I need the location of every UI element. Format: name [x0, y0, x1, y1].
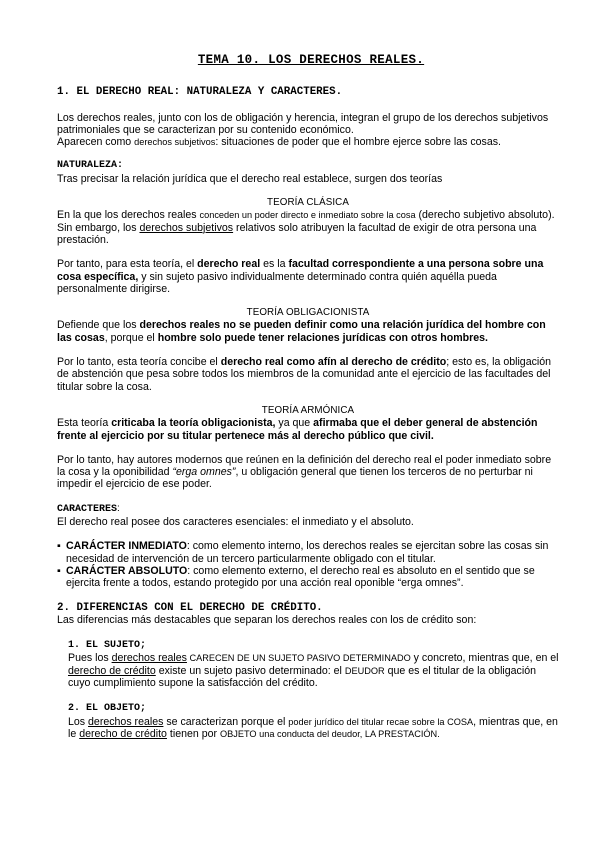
- clasica-paragraph-2: Por tanto, para esta teoría, el derecho real es la facultad correspondiente a una persona sobre una cosa específica, y sin sujeto pasivo individualmente determinado contra quién aquélla pueda personalmente dirigirse.: [57, 258, 544, 295]
- teoria-obligacionista-heading: TEORÍA OBLIGACIONISTA: [246, 307, 370, 319]
- page-title: TEMA 10. LOS DERECHOS REALES.: [197, 53, 425, 67]
- obligacionista-paragraph-2: Por lo tanto, esta teoría concibe el derecho real como afín al derecho de crédito; esto es, la obligación de abstención que pesa sobre todos los miembros de la comunidad ante el ejercicio de las facultades del titular sobre la cosa.: [57, 356, 552, 393]
- sujeto-heading: 1. EL SUJETO;: [68, 640, 147, 652]
- list-item: ▪ CARÁCTER ABSOLUTO: como elemento externo, el derecho real es absoluto en el sentido que se ejercita frente a todos, estando protegido por una acción real oponible “erga omnes”.: [57, 564, 535, 590]
- obligacionista-paragraph-1: Defiende que los derechos reales no se pueden definir como una relación jurídica del hombre con las cosas, porque el hombre solo puede tener relaciones jurídicas con otros hombres.: [57, 319, 546, 344]
- section-1-heading: 1. EL DERECHO REAL: NATURALEZA Y CARACTERES.: [57, 86, 343, 99]
- naturaleza-heading: NATURALEZA:: [57, 160, 124, 172]
- s2-intro: Las diferencias más destacables que separan los derechos reales con los de crédito son:: [57, 613, 477, 626]
- caracteres-heading: CARACTERES:: [57, 502, 120, 515]
- naturaleza-text: Tras precisar la relación jurídica que el derecho real establece, surgen dos teorías: [57, 172, 443, 185]
- section-2-heading: 2. DIFERENCIAS CON EL DERECHO DE CRÉDITO.: [57, 601, 323, 614]
- objeto-block: [57, 703, 559, 740]
- sujeto-text: Pues los derechos reales CARECEN DE UN SUJETO PASIVO DETERMINADO y concreto, mientras que, en el derecho de crédito existe un sujeto pasivo determinado: el DEUDOR que es el titular de la obligación cuyo cumplimiento supone la satisfacción del crédito.: [68, 652, 559, 689]
- armonica-paragraph-1: Esta teoría criticaba la teoría obligacionista, ya que afirmaba que el deber general de abstención frente al ejercicio por su titular pertenece más al derecho público que civil.: [57, 417, 538, 442]
- s1-intro-1: Los derechos reales, junto con los de obligación y herencia, integran el grupo de los derechos subjetivos patrimoniales que se caracterizan por su contenido económico.: [57, 111, 549, 136]
- sujeto-block: [57, 640, 559, 689]
- caracteres-text: El derecho real posee dos caracteres esenciales: el inmediato y el absoluto.: [57, 516, 414, 529]
- objeto-heading: 2. EL OBJETO;: [68, 703, 147, 715]
- s1-intro-2: Aparecen como derechos subjetivos: situaciones de poder que el hombre ejerce sobre las cosas.: [57, 136, 501, 149]
- clasica-paragraph-1: En la que los derechos reales conceden un poder directo e inmediato sobre la cosa (derecho subjetivo absoluto). Sin embargo, los derechos subjetivos relativos solo atribuyen la facultad de exigir de otra persona una prestación.: [57, 209, 555, 246]
- bullet-icon: ▪: [57, 564, 61, 577]
- teoria-armonica-heading: TEORÍA ARMÓNICA: [261, 404, 355, 416]
- teoria-clasica-heading: TEORÍA CLÁSICA: [267, 197, 349, 209]
- caracteres-list: [57, 540, 559, 589]
- bullet-icon: ▪: [57, 540, 61, 553]
- list-item: ▪ CARÁCTER INMEDIATO: como elemento interno, los derechos reales se ejercitan sobre las cosas sin necesidad de intervención de un tercero particularmente obligado con el titular.: [57, 540, 549, 565]
- armonica-paragraph-2: Por lo tanto, hay autores modernos que reúnen en la definición del derecho real el poder inmediato sobre la cosa y la oponibilidad “erga omnes”, u obligación general que tienen los terceros de no perturbar ni impedir el ejercicio de ese poder.: [57, 453, 552, 491]
- objeto-text: Los derechos reales se caracterizan porque el poder jurídico del titular recae sobre la COSA, mientras que, en le derecho de crédito tienen por OBJETO una conducta del deudor, LA PRESTACIÓN.: [68, 715, 558, 740]
